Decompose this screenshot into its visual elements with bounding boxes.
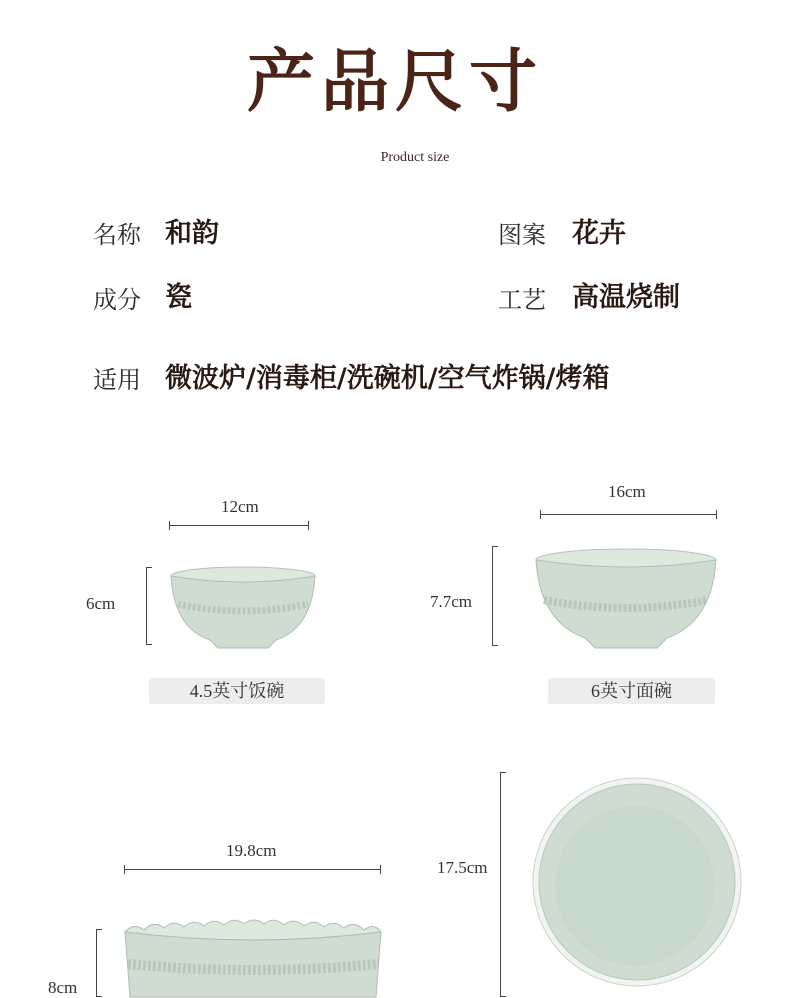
noodle-bowl-width-line — [540, 514, 717, 515]
spec-name-label: 名称 — [93, 221, 141, 249]
large-bowl-width-label: 19.8cm — [226, 841, 277, 860]
spec-pattern-value: 花卉 — [572, 218, 626, 249]
large-bowl-height-line — [96, 929, 97, 997]
spec-pattern-label: 图案 — [498, 221, 546, 249]
rice-bowl-caption: 4.5英寸饭碗 — [149, 678, 325, 704]
spec-usage-value: 微波炉/消毒柜/洗碗机/空气炸锅/烤箱 — [165, 363, 610, 394]
rice-bowl-width-label: 12cm — [221, 497, 259, 516]
rice-bowl-height-line — [146, 567, 147, 645]
page-title: 产品尺寸 — [246, 42, 543, 122]
spec-material-label: 成分 — [93, 286, 141, 314]
noodle-bowl-height-label: 7.7cm — [430, 592, 473, 611]
noodle-bowl-image — [535, 548, 717, 650]
plate-height-line — [500, 772, 501, 997]
noodle-bowl-width-label: 16cm — [608, 482, 646, 501]
rice-bowl-width-line — [169, 525, 309, 526]
noodle-bowl-height-line — [492, 546, 493, 646]
spec-material-value: 瓷 — [165, 282, 192, 313]
large-bowl-image — [124, 914, 382, 997]
spec-name-value: 和韵 — [165, 218, 219, 249]
rice-bowl-image — [170, 566, 316, 650]
rice-bowl-height-label: 6cm — [86, 594, 116, 613]
page-subtitle: Product size — [380, 150, 450, 165]
noodle-bowl-caption: 6英寸面碗 — [548, 678, 715, 704]
spec-craft-value: 高温烧制 — [572, 282, 680, 313]
spec-craft-label: 工艺 — [498, 286, 546, 314]
spec-usage-label: 适用 — [93, 366, 141, 394]
plate-image — [531, 776, 743, 988]
large-bowl-width-line — [124, 869, 381, 870]
large-bowl-height-label: 8cm — [48, 978, 78, 997]
plate-height-label: 17.5cm — [437, 858, 488, 877]
